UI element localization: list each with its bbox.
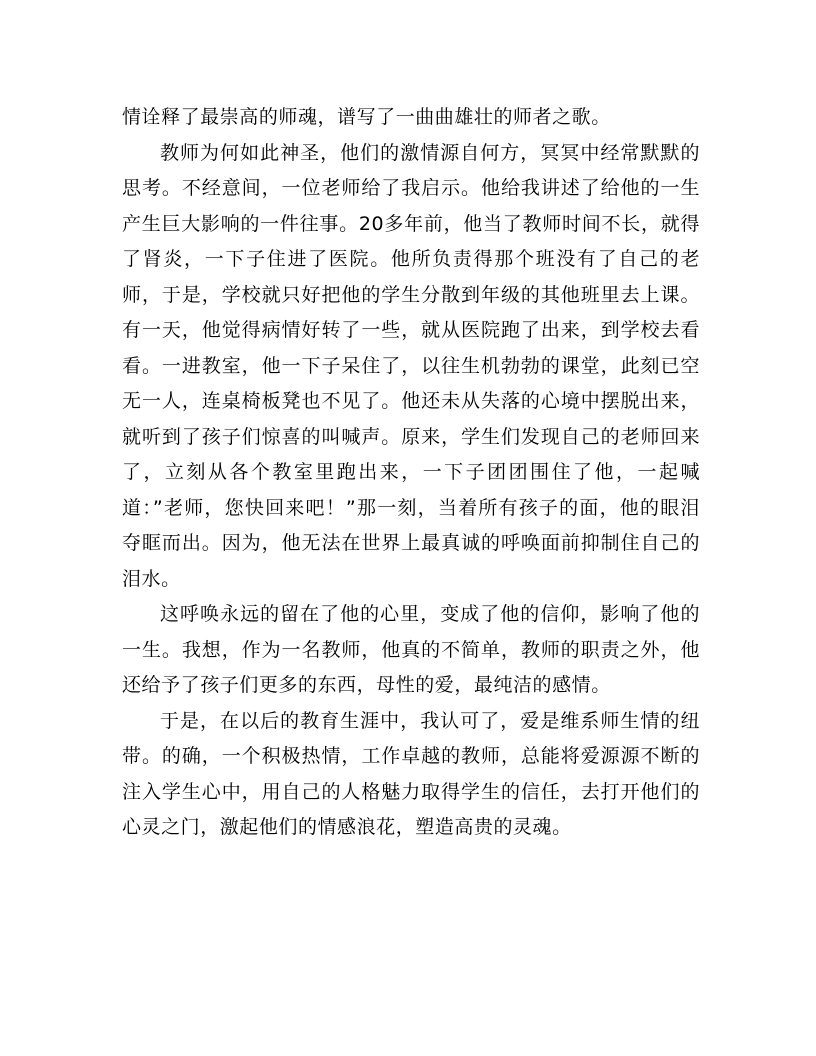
paragraph-4: 于是，在以后的教育生涯中，我认可了，爱是维系师生情的纽带。的确，一个积极热情，工作卓越的教师，总能将爱源源不断的注入学生心中，用自己的人格魅力取得学生的信任，去打开他们的心灵之门，激起他们的情感浪花，塑造高贵的灵魂。 (122, 709, 700, 838)
paragraph-2: 教师为何如此神圣，他们的激情源自何方，冥冥中经常默默的思考。不经意间，一位老师给了我启示。他给我讲述了给他的一生产生巨大影响的一件往事。20多年前，他当了教师时间不长，就得了肾炎，一下子住进了医院。他所负责得那个班没有了自己的老师，于是，学校就只好把他的学生分散到年级的其他班里去上课。有一天，他觉得病情好转了一些，就从医院跑了出来，到学校去看看。一进教室，他一下子呆住了，以往生机勃勃的课堂，此刻已空无一人，连桌椅板凳也不见了。他还未从失落的心境中摆脱出来，就听到了孩子们惊喜的叫喊声。原来，学生们发现自己的老师回来了，立刻从各个教室里跑出来，一下子团团围住了他，一起喊道：”老师，您快回来吧！”那一刻，当着所有孩子的面，他的眼泪夺眶而出。因为，他无法在世界上最真诚的呼唤面前抑制住自己的泪水。 (122, 141, 700, 590)
paragraph-3: 这呼唤永远的留在了他的心里，变成了他的信仰，影响了他的一生。我想，作为一名教师，他真的不简单，教师的职责之外，他还给予了孩子们更多的东西，母性的爱，最纯洁的感情。 (122, 603, 700, 696)
document-body (122, 100, 700, 846)
paragraph-1: 情诠释了最崇高的师魂，谱写了一曲曲雄壮的师者之歌。 (122, 106, 611, 128)
